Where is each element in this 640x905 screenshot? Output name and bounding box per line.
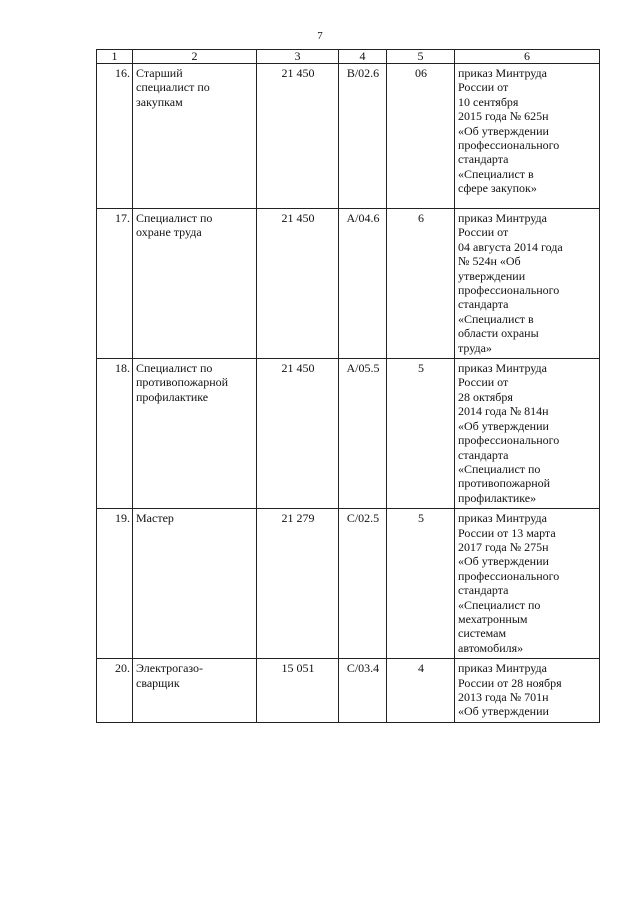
qualification-level: 5 xyxy=(387,359,455,509)
row-number: 19. xyxy=(97,509,133,659)
page-number: 7 xyxy=(317,30,323,42)
table-row xyxy=(97,509,600,659)
standard-reference: приказ Минтруда России от 28 ноября 2013 года № 701н «Об утверждении xyxy=(455,659,600,723)
qualification-level: 5 xyxy=(387,509,455,659)
row-number: 20. xyxy=(97,659,133,723)
table-row xyxy=(97,359,600,509)
header-cell: 6 xyxy=(455,50,600,64)
header-row xyxy=(97,50,600,64)
function-code: C/02.5 xyxy=(339,509,387,659)
function-code: A/05.5 xyxy=(339,359,387,509)
salary: 15 051 xyxy=(257,659,339,723)
position-name: Мастер xyxy=(133,509,257,659)
row-number: 17. xyxy=(97,209,133,359)
function-code: A/04.6 xyxy=(339,209,387,359)
table-row xyxy=(97,659,600,723)
salary: 21 450 xyxy=(257,64,339,209)
function-code: C/03.4 xyxy=(339,659,387,723)
table-row xyxy=(97,64,600,209)
position-name: Специалист по противопожарной профилактике xyxy=(133,359,257,509)
qualification-level: 4 xyxy=(387,659,455,723)
header-cell: 1 xyxy=(97,50,133,64)
staffing-table xyxy=(96,49,600,723)
table-row xyxy=(97,209,600,359)
row-number: 16. xyxy=(97,64,133,209)
header-cell: 5 xyxy=(387,50,455,64)
salary: 21 450 xyxy=(257,209,339,359)
header-cell: 4 xyxy=(339,50,387,64)
row-number: 18. xyxy=(97,359,133,509)
header-cell: 3 xyxy=(257,50,339,64)
salary: 21 279 xyxy=(257,509,339,659)
position-name: Электрогазо- сварщик xyxy=(133,659,257,723)
function-code: B/02.6 xyxy=(339,64,387,209)
qualification-level: 6 xyxy=(387,209,455,359)
standard-reference: приказ Минтруда России от 10 сентября 2015 года № 625н «Об утверждении профессионального стандарта «Специалист в сфере закупок» xyxy=(455,64,600,209)
header-cell: 2 xyxy=(133,50,257,64)
position-name: Специалист по охране труда xyxy=(133,209,257,359)
standard-reference: приказ Минтруда России от 04 августа 2014 года № 524н «Об утверждении профессионального стандарта «Специалист в области охраны труда» xyxy=(455,209,600,359)
position-name: Старший специалист по закупкам xyxy=(133,64,257,209)
salary: 21 450 xyxy=(257,359,339,509)
qualification-level: 06 xyxy=(387,64,455,209)
standard-reference: приказ Минтруда России от 28 октября 2014 года № 814н «Об утверждении профессионального стандарта «Специалист по противопожарной профилактике» xyxy=(455,359,600,509)
standard-reference: приказ Минтруда России от 13 марта 2017 года № 275н «Об утверждении профессионального стандарта «Специалист по мехатронным системам автомобиля» xyxy=(455,509,600,659)
